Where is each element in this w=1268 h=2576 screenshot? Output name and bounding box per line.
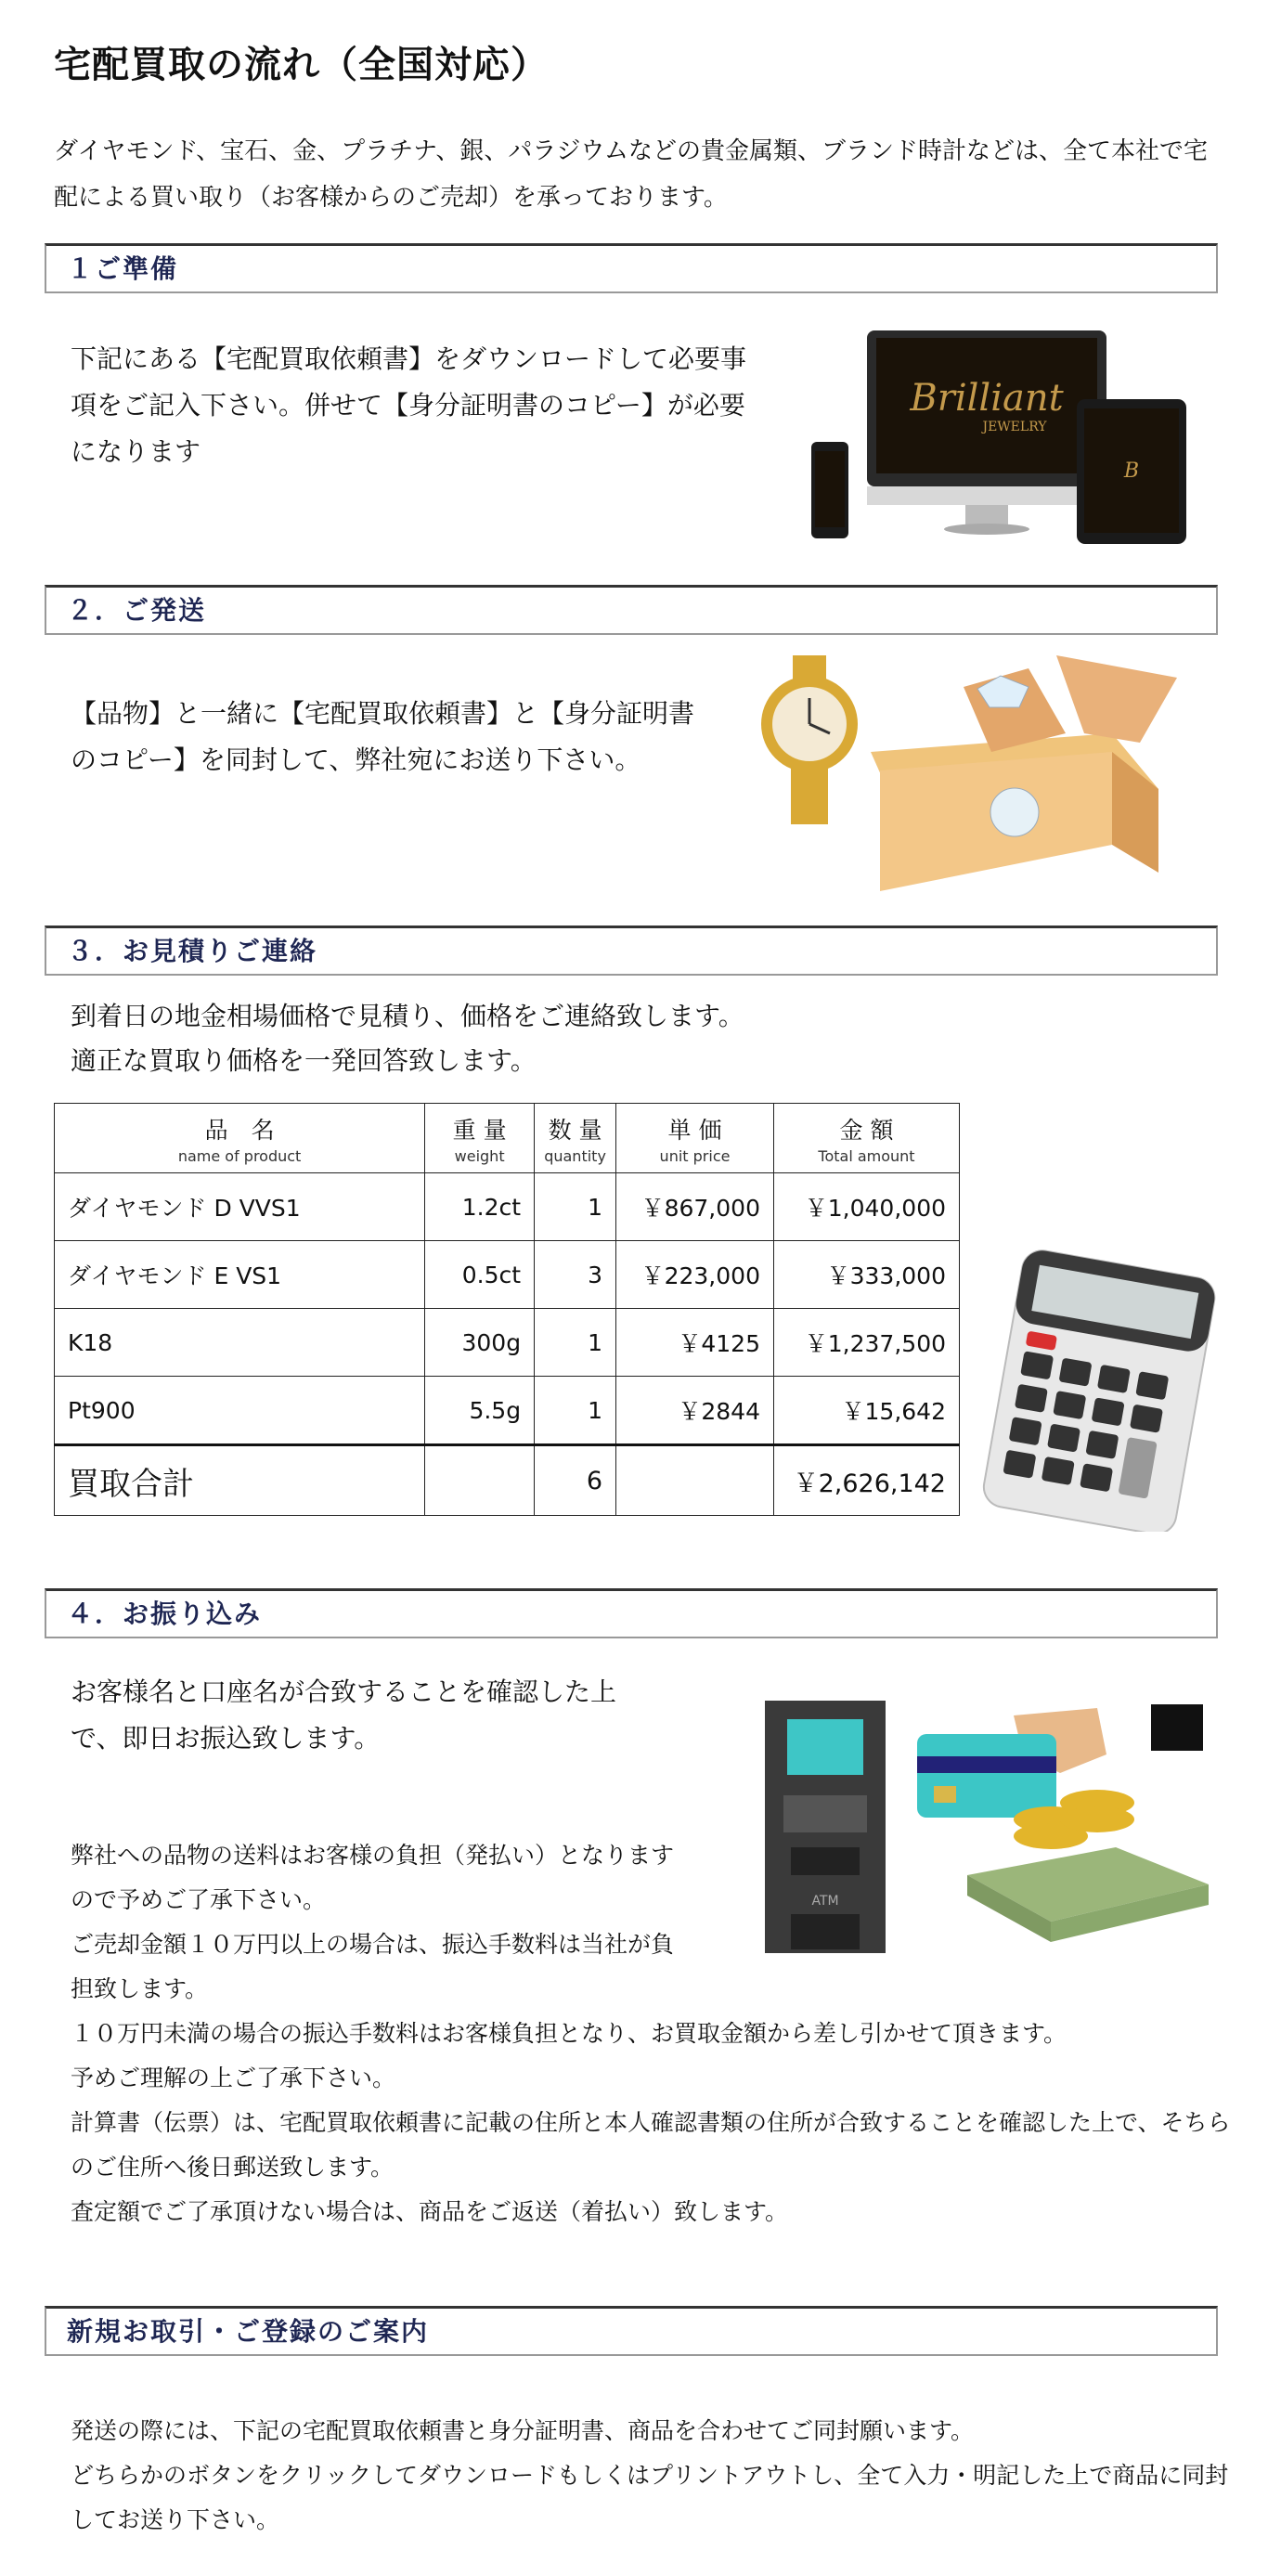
section-3-heading: ３．お見積りご連絡 xyxy=(45,926,1218,976)
section-3-line-2: 適正な買取り価格を一発回答致します。 xyxy=(71,1045,537,1076)
section-4-heading: ４．お振り込み xyxy=(45,1588,1218,1638)
page-title: 宅配買取の流れ（全国対応） xyxy=(54,44,549,86)
header-product: 品 名 name of product xyxy=(55,1104,425,1173)
table-header-row xyxy=(55,1104,960,1173)
header-unit-price: 単 価 unit price xyxy=(616,1104,774,1173)
section-1-heading: １ご準備 xyxy=(45,243,1218,293)
devices-illustration xyxy=(806,327,1196,550)
header-weight: 重 量 weight xyxy=(425,1104,535,1173)
header-total-amount: 金 額 Total amount xyxy=(773,1104,959,1173)
note-3: １０万円未満の場合の振込手数料はお客様負担となり、お買取金額から差し引かせて頂きます。 xyxy=(71,2020,1067,2047)
atm-label: ATM xyxy=(811,1894,839,1909)
cash-illustration xyxy=(912,1689,1218,1959)
cell-quantity: 1 xyxy=(535,1377,616,1445)
section-4-text: お客様名と口座名が合致することを確認した上で、即日お振込致します。 xyxy=(71,1676,617,1754)
cell-weight: 0.5ct xyxy=(425,1241,535,1309)
calculator-illustration xyxy=(975,1244,1225,1532)
note-2: ご売却金額１０万円以上の場合は、振込手数料は当社が負担致します。 xyxy=(71,1931,675,2002)
cell-product: Pt900 xyxy=(55,1377,425,1445)
table-row xyxy=(55,1173,960,1241)
cell-product: ダイヤモンド E VS1 xyxy=(55,1241,425,1309)
table-row xyxy=(55,1241,960,1309)
header-quantity: 数 量 quantity xyxy=(535,1104,616,1173)
cell-amount: ￥15,642 xyxy=(773,1377,959,1445)
cell-amount: ￥1,237,500 xyxy=(773,1309,959,1377)
table-total-row xyxy=(55,1445,960,1516)
table-row xyxy=(55,1309,960,1377)
note-1: 弊社への品物の送料はお客様の負担（発払い）となりますので予めご了承下さい。 xyxy=(71,1842,675,1913)
note-4: 予めご理解の上ご了承下さい。 xyxy=(71,2065,396,2091)
section-5-heading: 新規お取引・ご登録のご案内 xyxy=(45,2306,1218,2356)
section-5-line-2: どちらかのボタンをクリックしてダウンロードもしくはプリントアウトし、全て入力・明記した上で商品に同封してお送り下さい。 xyxy=(71,2462,1229,2533)
cell-unit-price: ￥4125 xyxy=(616,1309,774,1377)
note-6: 査定額でご了承頂けない場合は、商品をご返送（着払い）致します。 xyxy=(71,2198,789,2225)
total-weight-empty xyxy=(425,1445,535,1516)
total-amount: ￥2,626,142 xyxy=(773,1445,959,1516)
cell-quantity: 3 xyxy=(535,1241,616,1309)
shipping-box-illustration xyxy=(750,650,1186,910)
cell-unit-price: ￥223,000 xyxy=(616,1241,774,1309)
total-quantity: 6 xyxy=(535,1445,616,1516)
cell-unit-price: ￥867,000 xyxy=(616,1173,774,1241)
cell-product: ダイヤモンド D VVS1 xyxy=(55,1173,425,1241)
estimate-table xyxy=(54,1103,960,1516)
cell-weight: 300g xyxy=(425,1309,535,1377)
section-1-text: 下記にある【宅配買取依頼書】をダウンロードして必要事項をご記入下さい。併せて【身分証明書のコピー】が必要になります xyxy=(71,343,747,467)
device-logo: Brilliant xyxy=(910,377,1064,420)
cell-weight: 1.2ct xyxy=(425,1173,535,1241)
intro-text: ダイヤモンド、宝石、金、プラチナ、銀、パラジウムなどの貴金属類、ブランド時計などは、全て本社で宅配による買い取り（お客様からのご売却）を承っております。 xyxy=(54,137,1209,212)
cell-quantity: 1 xyxy=(535,1173,616,1241)
atm-illustration xyxy=(763,1699,893,1957)
section-3-line-1: 到着日の地金相場価格で見積り、価格をご連絡致します。 xyxy=(71,1001,744,1031)
section-2-heading: ２．ご発送 xyxy=(45,585,1218,635)
cell-unit-price: ￥2844 xyxy=(616,1377,774,1445)
note-5: 計算書（伝票）は、宅配買取依頼書に記載の住所と本人確認書類の住所が合致することを確認した上で、そちらのご住所へ後日郵送致します。 xyxy=(71,2109,1231,2181)
cell-amount: ￥1,040,000 xyxy=(773,1173,959,1241)
device-logo-sub: JEWELRY xyxy=(982,420,1047,434)
cell-product: K18 xyxy=(55,1309,425,1377)
section-2-text: 【品物】と一緒に【宅配買取依頼書】と【身分証明書のコピー】を同封して、弊社宛にお送り下さい。 xyxy=(71,698,695,775)
cell-quantity: 1 xyxy=(535,1309,616,1377)
total-label: 買取合計 xyxy=(55,1445,425,1516)
section-5-line-1: 発送の際には、下記の宅配買取依頼書と身分証明書、商品を合わせてご同封願います。 xyxy=(71,2417,975,2444)
table-row xyxy=(55,1377,960,1445)
total-unit-empty xyxy=(616,1445,774,1516)
cell-weight: 5.5g xyxy=(425,1377,535,1445)
cell-amount: ￥333,000 xyxy=(773,1241,959,1309)
svg-text:B: B xyxy=(1123,460,1140,483)
